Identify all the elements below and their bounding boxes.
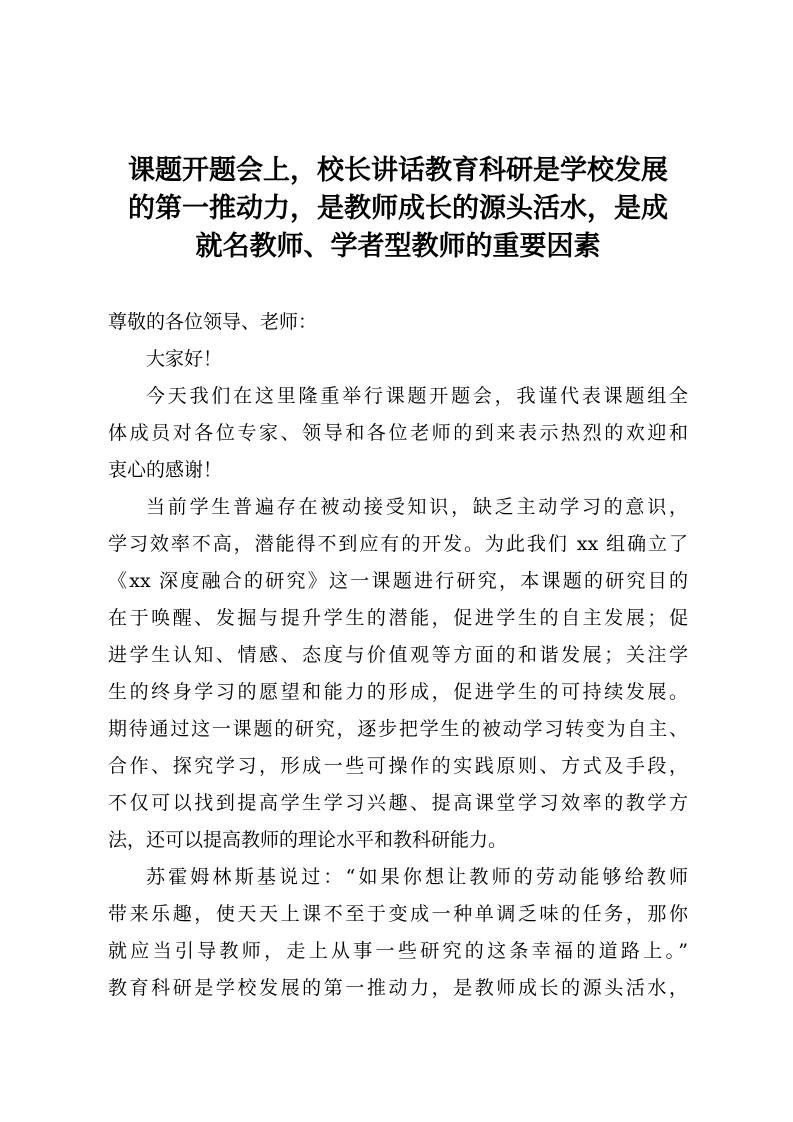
paragraph-line: 进学生认知、情感、态度与价值观等方面的和谐发展；关注学 — [108, 644, 688, 666]
title-line: 的第一推动力，是教师成长的源头活水，是成 — [128, 193, 668, 224]
paragraph-line: 带来乐趣，使天天上课不至于变成一种单调乏味的任务，那你 — [108, 903, 688, 925]
paragraph-line: 法，还可以提高教师的理论水平和教科研能力。 — [108, 829, 508, 851]
salutation: 尊敬的各位领导、老师： — [108, 311, 318, 333]
greeting: 大家好！ — [146, 348, 223, 370]
paragraph-line: 期待通过这一课题的研究，逐步把学生的被动学习转变为自主、 — [108, 718, 688, 740]
paragraph-line: 就应当引导教师，走上从事一些研究的这条幸福的道路上。” — [108, 940, 688, 962]
paragraph-line: 学习效率不高，潜能得不到应有的开发。为此我们 xx 组确立了 — [108, 533, 688, 555]
paragraph-line: 衷心的感谢！ — [108, 459, 223, 481]
paragraph-line: 不仅可以找到提高学生学习兴趣、提高课堂学习效率的教学方 — [108, 792, 688, 814]
paragraph-line: 体成员对各位专家、领导和各位老师的到来表示热烈的欢迎和 — [108, 422, 688, 444]
paragraph-line: 教育科研是学校发展的第一推动力，是教师成长的源头活水， — [108, 977, 688, 999]
paragraph-line: 在于唤醒、发掘与提升学生的潜能，促进学生的自主发展；促 — [108, 607, 688, 629]
paragraph-line: 当前学生普遍存在被动接受知识，缺乏主动学习的意识， — [146, 496, 688, 518]
title-line: 课题开题会上，校长讲话教育科研是学校发展 — [128, 155, 668, 186]
paragraph-line: 《xx 深度融合的研究》这一课题进行研究，本课题的研究目的 — [108, 570, 688, 592]
title-line: 就名教师、学者型教师的重要因素 — [195, 231, 601, 262]
document-title — [100, 152, 696, 266]
document-body — [108, 304, 688, 1007]
paragraph-line: 合作、探究学习，形成一些可操作的实践原则、方式及手段， — [108, 755, 688, 777]
paragraph-line: 苏霍姆林斯基说过：“如果你想让教师的劳动能够给教师 — [146, 866, 688, 888]
paragraph-line: 生的终身学习的愿望和能力的形成，促进学生的可持续发展。 — [108, 681, 688, 703]
paragraph-line: 今天我们在这里隆重举行课题开题会，我谨代表课题组全 — [146, 385, 688, 407]
